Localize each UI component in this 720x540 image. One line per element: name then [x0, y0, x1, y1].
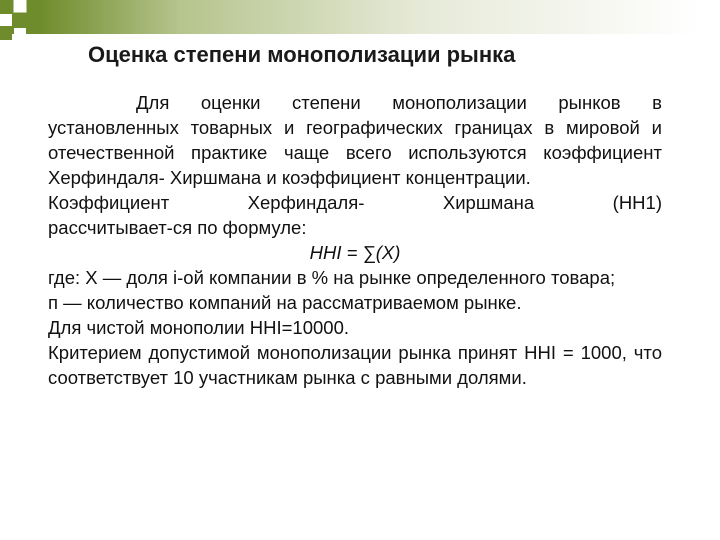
corner-squares-decoration [0, 0, 60, 40]
coefficient-line: Коэффициент Херфиндаля- Хиршмана (НН1) [48, 192, 662, 213]
slide-title: Оценка степени монополизации рынка [88, 42, 516, 67]
intro-paragraph: Для оценки степени монополизации рынков в установленных товарных и географических границах в мировой и отечественной практике чаще всего используются коэффициент Херфиндаля- Хиршмана и коэффициент концентрации. [48, 92, 662, 188]
slide-body [48, 90, 662, 390]
decor-square-icon [14, 0, 26, 12]
decor-square-icon [14, 28, 26, 40]
decor-square-icon [0, 28, 12, 40]
decor-square-icon [14, 14, 26, 26]
decor-square-icon [0, 0, 12, 12]
decor-square-icon [0, 14, 12, 26]
decor-square-icon [28, 0, 40, 12]
where-definition: где: Х — доля i-ой компании в % на рынке определенного товара; [48, 267, 616, 288]
criterion-paragraph: Критерием допустимой монополизации рынка принят ННI = 1000, что соответствует 10 участникам рынка с равными долями. [48, 342, 662, 388]
header-gradient-bar [0, 0, 720, 34]
n-definition: п — количество компаний на рассматриваемом рынке. [48, 292, 522, 313]
monopoly-statement: Для чистой монополии ННI=10000. [48, 317, 349, 338]
calculation-line: рассчитывает-ся по формуле: [48, 217, 307, 238]
hhi-formula: HHI = ∑(X) [309, 242, 401, 263]
